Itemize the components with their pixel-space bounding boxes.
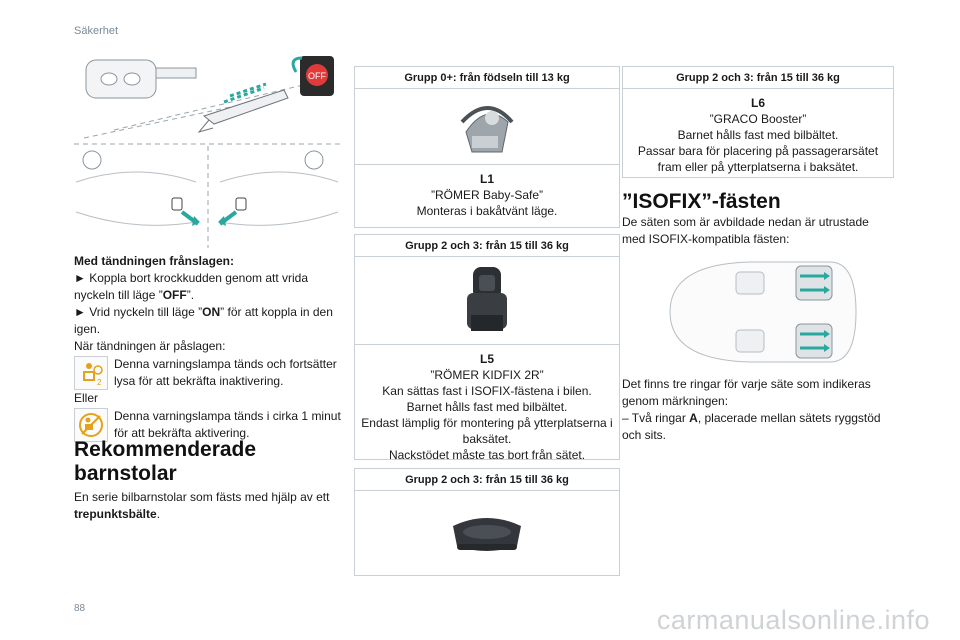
seat-line: ”RÖMER KIDFIX 2R” — [430, 368, 544, 382]
booster-cushion-image — [355, 491, 619, 575]
dashboard-indicator-illustration — [74, 142, 340, 250]
group-desc — [355, 165, 619, 225]
lamp-on-text: Denna varningslampa tänds i cirka 1 minut för att bekräfta aktivering. — [114, 409, 341, 440]
group-box-l5 — [354, 234, 620, 460]
airbag-key-switch-illustration — [74, 50, 340, 140]
seat-line: Passar bara för placering på passagerarsätet fram eller på ytterplatserna i baksätet. — [637, 144, 879, 174]
recommended-seats-heading: Rekommenderade barnstolar — [74, 438, 257, 485]
or-line: Eller — [74, 391, 99, 405]
watermark: carmanualsonline.info — [656, 605, 930, 635]
isofix-intro: De säten som är avbildade nedan är utrustade med ISOFIX-kompatibla fästen: — [622, 215, 869, 246]
group-header: Grupp 2 och 3: från 15 till 36 kg — [355, 469, 619, 491]
group-box-l6 — [622, 66, 894, 178]
lamp-row-off — [74, 356, 344, 390]
seat-line: Kan sättas fast i ISOFIX-fästena i bilen. — [382, 384, 592, 398]
seat-line: ”RÖMER Baby-Safe” — [430, 188, 544, 202]
group-header: Grupp 2 och 3: från 15 till 36 kg — [355, 235, 619, 257]
infant-carrier-image — [355, 89, 619, 165]
group-desc — [355, 345, 619, 469]
group-desc — [623, 89, 893, 181]
seat-code: L1 — [479, 172, 494, 186]
group-header: Grupp 0+: från födseln till 13 kg — [355, 67, 619, 89]
airbag-instructions — [74, 253, 344, 442]
airbag-off-warning-icon — [74, 356, 108, 390]
lamp-off-text: Denna varningslampa tänds och fortsätter lysa för att bekräfta inaktivering. — [114, 357, 337, 388]
isofix-rings-text — [622, 376, 894, 444]
seat-line: Barnet hålls fast med bilbältet. — [677, 128, 839, 142]
group-box-l1 — [354, 66, 620, 228]
step-on: ► Vrid nyckeln till läge ”ON” för att koppla in den igen. — [74, 305, 333, 336]
step-off: ► Koppla bort krockkudden genom att vrida nyckeln till läge ”OFF”. — [74, 271, 309, 302]
svg-text:2: 2 — [97, 378, 102, 387]
airbag-on-warning-icon — [74, 408, 108, 442]
kidfix-seat-image — [355, 257, 619, 345]
intro-line: Med tändningen frånslagen: — [74, 254, 235, 268]
svg-text:OFF: OFF — [308, 71, 326, 81]
lamp-row-on — [74, 408, 344, 442]
ignition-on-line: När tändningen är påslagen: — [74, 339, 226, 353]
recommended-seats-para: En serie bilbarnstolar som fästs med hjälp av ett trepunktsbälte. — [74, 490, 330, 521]
seat-line: Nackstödet måste tas bort från sätet. — [388, 448, 586, 462]
rings-item-a: – Två ringar A, placerade mellan sätets ryggstöd och sits. — [622, 411, 881, 442]
running-header: Säkerhet — [74, 25, 119, 37]
group-header: Grupp 2 och 3: från 15 till 36 kg — [623, 67, 893, 89]
seat-code: L6 — [750, 96, 765, 110]
group-box-booster — [354, 468, 620, 576]
isofix-car-diagram — [650, 256, 860, 368]
seat-line: Monteras i bakåtvänt läge. — [416, 204, 558, 218]
page-number: 88 — [74, 603, 86, 614]
seat-line: Barnet hålls fast med bilbältet. — [406, 400, 568, 414]
seat-line: ”GRACO Booster” — [709, 112, 807, 126]
seat-code: L5 — [479, 352, 494, 366]
rings-intro: Det finns tre ringar för varje säte som indikeras genom märkningen: — [622, 377, 871, 408]
isofix-heading: ”ISOFIX”-fästen — [622, 190, 781, 213]
seat-line: Endast lämplig för montering på ytterplatserna i baksätet. — [361, 416, 613, 446]
